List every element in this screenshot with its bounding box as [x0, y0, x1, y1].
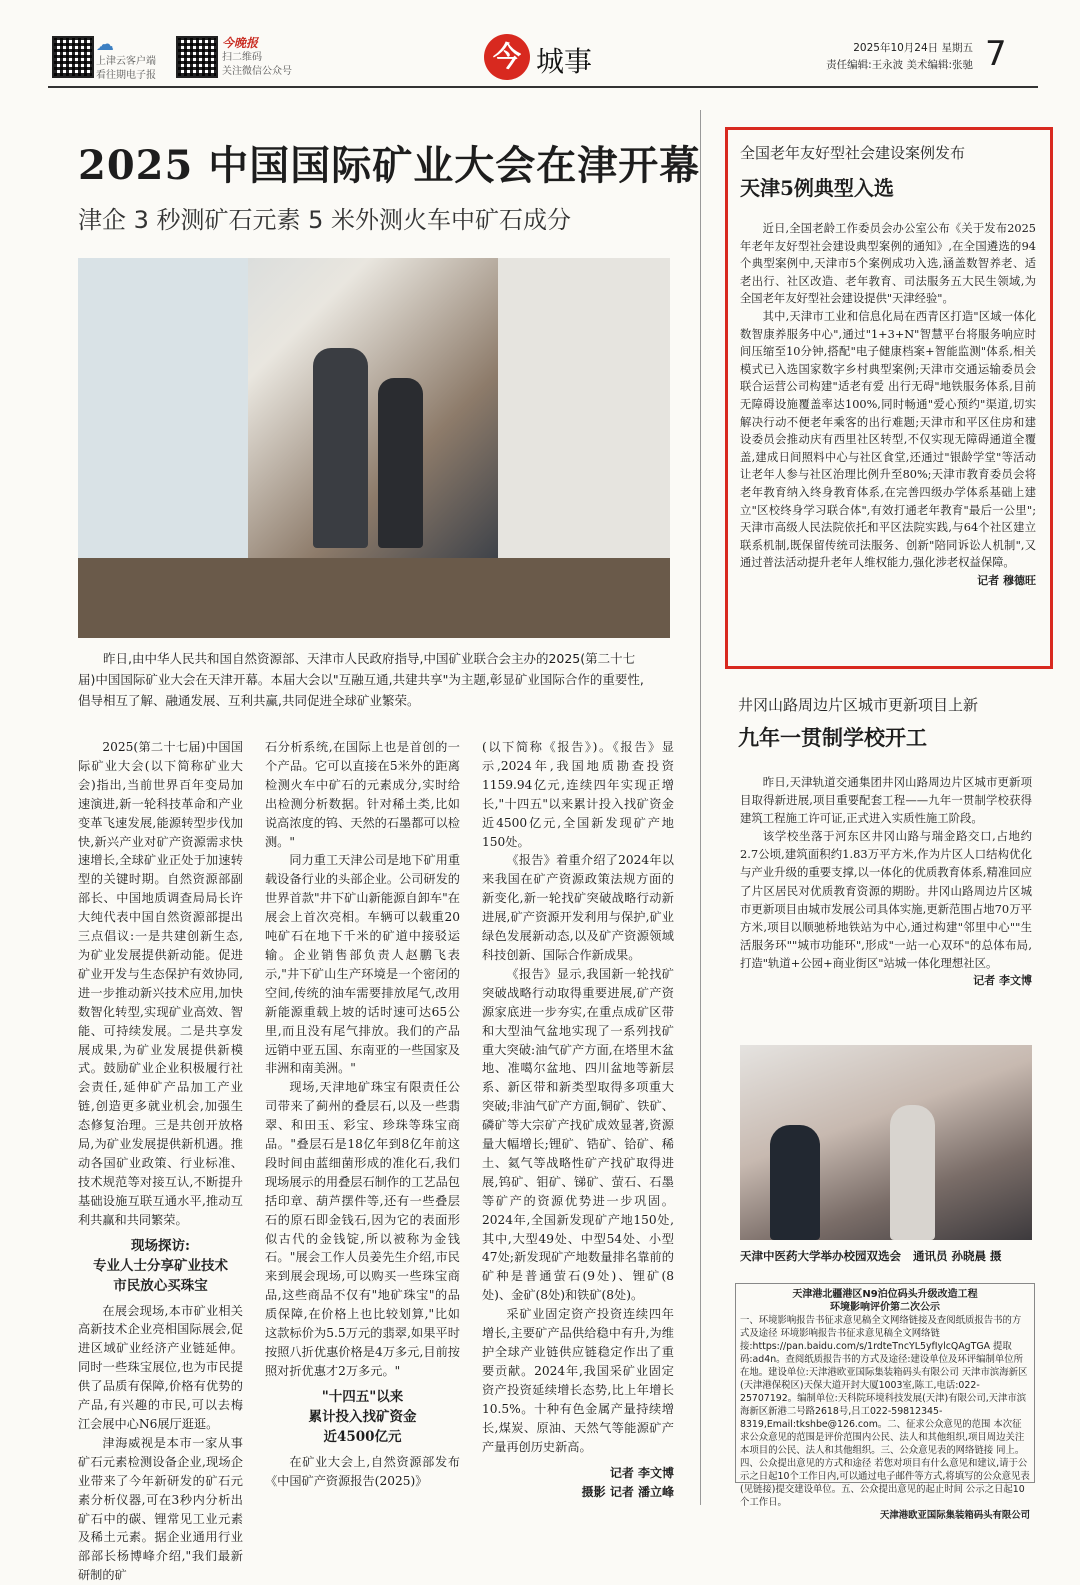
section-title: 城事 [536, 45, 593, 78]
qr-code-icon [52, 36, 94, 78]
header-rule [48, 86, 1038, 88]
header-date: 2025年10月24日 星期五 [853, 42, 973, 54]
page-number: 7 [985, 34, 1007, 74]
main-subheadline: 津企 3 秒测矿石元素 5 米外测火车中矿石成分 [78, 206, 572, 234]
column-divider [700, 110, 701, 1505]
article2-title: 九年一贯制学校开工 [738, 725, 927, 750]
photo-caption: 昨日,由中华人民共和国自然资源部、天津市人民政府指导,中国矿业联合会主办的2025(第二十七届)中国国际矿业大会在天津开幕。本届大会以"互融互通,共建共享"为主题,彰显矿业国际合作的重要性,倡导相互了解、融通发展、互利共赢,共同促进全球矿业繁荣。 [78, 651, 644, 708]
article-column-1: 2025(第二十七届)中国国际矿业大会(以下简称矿业大会)指出,当前世界百年变局加速演进,新一轮科技革命和产业变革飞速发展,能源转型步伐加快,新兴产业对矿产资源需求快速增长,全球矿业正处于加速转型的关键时期。自然资源部副部长、中国地质调查局局长许大纯代表中国自然资源部提出三点倡议:一是共建创新生态,为矿业发展提供新动能。促进矿业开发与生态保护有效协同,进一步推动新兴技术应用,加快数智化转型,实现矿业高效、智能、可持续发展。二是共享发展成果,为矿业发展提供新模式。鼓励矿业企业积极履行社会责任,延伸矿产品加工产业链,创造更多就业机会,加强生态修复治理。三是共创开放格局,为矿业发展提供新机遇。推动各国矿业政策、行业标准、技术规范等对接互认,不断提升基础设施互联互通水平,推动互利共赢和共同繁荣。 现场探访: 专业人士分享矿业技术 市民放心买珠宝 在展会现场,本市矿业相关高新技术企业亮相国际展会,促进区域矿业经济产业链延伸。同时一些珠宝展位,也为市民提供了品质有保障,价格有优势的产品,有兴趣的市民,可以去梅江会展中心N6展厅逛逛。 津海威视是本市一家从事矿石元素检测设备企业,现场企业带来了今年新研发的矿石元素分析仪器,可在3秒内分析出矿石中的碳、锂常见工业元素及稀土元素。据企业通用行业部部长杨博峰介绍,"我们最新研制的矿 [78, 740, 243, 1583]
featured-article-box [725, 127, 1053, 669]
header-meta [808, 40, 973, 74]
photo-caption-2: 天津中医药大学举办校园双选会 通讯员 孙晓晨 摄 [740, 1249, 1002, 1263]
qr1-line1: 上津云客户端 [96, 56, 156, 67]
public-notice [735, 1283, 1035, 1521]
article-column-3: (以下简称《报告》)。《报告》显示,2024年,我国地质勘查投资1159.94亿元,连续四年实现正增长,"十四五"以来累计投入找矿资金近4500亿元,全国新发现矿产地150处。 《报告》着重介绍了2024年以来我国在矿产资源政策法规方面的新变化,新一轮找矿突破战略行动新进展,矿产资源开发利用与保护,矿业绿色发展新动态,以及矿产资源领域科技创新、国际合作新成果。 《报告》显示,我国新一轮找矿突破战略行动取得重要进展,矿产资源家底进一步夯实,在重点成矿区带和大型油气盆地实现了一系列找矿重大突破:油气矿产方面,在塔里木盆地、准噶尔盆地、四川盆地等新层系、新区带和新类型取得多项重大突破;非油气矿产方面,铜矿、铁矿、磷矿等大宗矿产找矿成效显著,资源量大幅增长;锂矿、锆矿、铪矿、稀土、氦气等战略性矿产找矿取得进展,钨矿、钼矿、锑矿、萤石、石墨等矿产的资源优势进一步巩固。2024年,全国新发现矿产地150处,其中,大型49处、中型54处、小型47处;新发现矿产地数量排名靠前的矿种是普通萤石(9处)、锂矿(8处)、金矿(8处)和铁矿(8处)。 采矿业固定资产投资连续四年增长,主要矿产品供给稳中有升,为维护全球产业链供应链稳定作出了重要贡献。2024年,我国采矿业固定资产投资延续增长态势,比上年增长10.5%。十种有色金属产量持续增长,煤炭、原油、天然气等能源矿产产量再创历史新高。 记者 李文博 摄影 记者 潘立峰 [482, 738, 674, 1508]
wechat-info [222, 34, 292, 79]
byline: 记者 穆德旺 [977, 573, 1036, 587]
subhead-investment: "十四五"以来 累计投入找矿资金 近4500亿元 [308, 1388, 417, 1445]
qr2-brand: 今晚报 [222, 36, 259, 50]
person-figure [313, 348, 368, 548]
article2-body: 昨日,天津轨道交通集团井冈山路周边片区城市更新项目取得新进展,项目重要配套工程——九年一贯制学校获得建筑工程施工许可证,正式进入实质性施工阶段。 该学校坐落于河东区井冈山路与瑞金路交口,占地约2.7公顷,建筑面积约1.83万平方米,作为片区人口结构优化与产业升级的重要支撑,以一体化的优质教育体系,精准回应了片区居民对优质教育资源的期盼。井冈山路周边片区城市更新项目由城市发展公司具体实施,更新范围占地70万平方米,项目以顺驰桥地铁站为中心,通过构建"邻里中心""生活服务环""城市功能环",形成"一站一心双环"的总体布局,打造"轨道+公园+商业街区"站城一体化理想社区。 记者 李文博 [740, 773, 1032, 990]
header-editors: 责任编辑:王永波 美术编辑:张驰 [826, 59, 973, 71]
byline-reporter: 记者 李文博 [609, 1466, 674, 1481]
article-title: 天津5例典型入选 [740, 176, 894, 200]
qr2-line1: 扫二维码 [222, 52, 262, 63]
article-column-2: 石分析系统,在国际上也是首创的一个产品。它可以直接在5米外的距离检测火车中矿石的元素成分,实时给出检测分析数据。针对稀土类,比如说高浓度的钨、天然的石墨都可以检测。" 同力重工天津公司是地下矿用重载设备行业的头部企业。公司研发的世界首款"井下矿山新能源自卸车"在展会上首次亮相。车辆可以载重20吨矿石在地下千米的矿道中接驳运输。企业销售部负责人赵鹏飞表示,"井下矿山生产环境是一个密闭的空间,传统的油车需要排放尾气,改用新能源重载上坡的话时速可达65公里,而且没有尾气排放。我们的产品远销中亚五国、东南亚的一些国家及非洲和南美洲。" 现场,天津地矿珠宝有限责任公司带来了蓟州的叠层石,以及一些翡翠、和田玉、彩宝、珍珠等珠宝商品。"叠层石是18亿年到8亿年前这段时间由蓝细菌形成的准化石,我们现场展示的用叠层石制作的工艺品包括印章、葫芦摆件等,还有一些叠层石的原石即金钱石,因为它的表面形似古代的金钱锭,所以被称为金钱石。"展会工作人员姜先生介绍,市民来到展会现场,可以购买一些珠宝商品,这些商品不仅有"地矿珠宝"的品质保障,在价格上也比较划算,"比如这款标价为5.5万元的翡翠,如果平时按照八折优惠价格是4万多元,目前按照对折优惠才2万多元。" "十四五"以来 累计投入找矿资金 近4500亿元 在矿业大会上,自然资源部发布《中国矿产资源报告(2025)》 [265, 740, 461, 1488]
notice-subtitle: 环境影响评价第二次公示 [830, 1302, 940, 1313]
byline-photographer: 摄影 记者 潘立峰 [581, 1485, 674, 1500]
main-headline: 2025 中国国际矿业大会在津开幕 [78, 142, 701, 189]
article2-kicker: 井冈山路周边片区城市更新项目上新 [738, 696, 979, 714]
cloud-icon: ☁ [96, 34, 114, 55]
qr2-line2: 关注微信公众号 [222, 66, 292, 77]
notice-title: 天津港北疆港区N9泊位码头升级改造工程 [792, 1289, 978, 1300]
newspaper-logo: 今 [484, 34, 530, 80]
person-figure [890, 1105, 935, 1240]
expo-photo [78, 258, 670, 638]
subhead-visit: 现场探访: 专业人士分享矿业技术 市民放心买珠宝 [93, 1237, 228, 1294]
person-figure [770, 1125, 820, 1240]
job-fair-photo [740, 1045, 1032, 1240]
article-kicker: 全国老年友好型社会建设案例发布 [740, 144, 966, 162]
qr1-line2: 看往期电子报 [96, 70, 156, 81]
person-figure [378, 378, 423, 548]
qr-code-icon [176, 36, 218, 78]
article-body: 近日,全国老龄工作委员会办公室公布《关于发布2025年老年友好型社会建设典型案例的通知》,在全国遴选的94个典型案例中,天津市5个案例成功入选,涵盖数智养老、适老出行、社区改造、老年教育、司法服务五大民生领域,为全国老年友好型社会建设提供"天津经验"。 其中,天津市工业和信息化局在西青区打造"区域一体化数智康养服务中心",通过"1+3+N"智慧平台将服务响应时间压缩至10分钟,搭配"电子健康档案+智能监测"体系,相关模式已入选国家数字乡村典型案例;天津市交通运输委员会联合运营公司构建"适老有爱 出行无碍"地铁服务体系,目前无障碍设施覆盖率达100%,同时畅通"爱心预约"渠道,切实解决行动不便老年乘客的出行难题;天津市和平区住房和建设委员会推动庆有西里社区转型,不仅实现无障碍通道全覆盖,建成日间照料中心与社区食堂,还通过"银龄学堂"等活动让老年人参与社区治理比例升至80%;天津市教育委员会将老年教育纳入终身教育体系,在完善四级办学体系基础上建立"区校终身学习联合体",有效打通老年教育"最后一公里";天津市高级人民法院依托和平区法院实践,与64个社区建立联系机制,既保留传统司法服务、创新"陪同诉讼人机制",又通过普法活动提升老年人维权能力,强化涉老权益保障。 记者 穆德旺 [740, 220, 1036, 589]
byline: 记者 李文博 [973, 974, 1032, 988]
notice-body: 一、环境影响报告书征求意见稿全文网络链接及查阅纸质报告书的方式及途径 环境影响报告书征求意见稿全文网络链接:https://pan.baidu.com/s/1rdteTncYL5yfIylcQAgTGA 提取码:ad4n。查阅纸质报告书的方式及途径:建设单位及环评编制单位所在地。建设单位:天津港欧亚国际集装箱码头有限公司 天津市滨海新区(天津港保税区)天保大道开封大厦1003室,陈工,电话:022-25707192。编制单位:天科院环境科技发展(天津)有限公司,天津市滨海新区新港二号路2618号,吕工022-59812345-8319,Email:tkshbe@126.com。二、征求公众意见的范围 本次征求公众意见的范围是评价范围内公民、法人和其他组织,项目周边关注本项目的公民、法人和其他组织。三、公众意见表的网络链接 同上。四、公众提出意见的方式和途径 若您对项目有什么意见和建议,请于公示之日起10个工作日内,可以通过电子邮件等方式,将填写的公众意见表(见链接)提交建设单位。五、公众提出意见的起止时间 公示之日起10个工作日。 [740, 1315, 1030, 1508]
cloud-app-info [96, 34, 156, 83]
notice-signature: 天津港欧亚国际集装箱码头有限公司 [879, 1510, 1030, 1521]
